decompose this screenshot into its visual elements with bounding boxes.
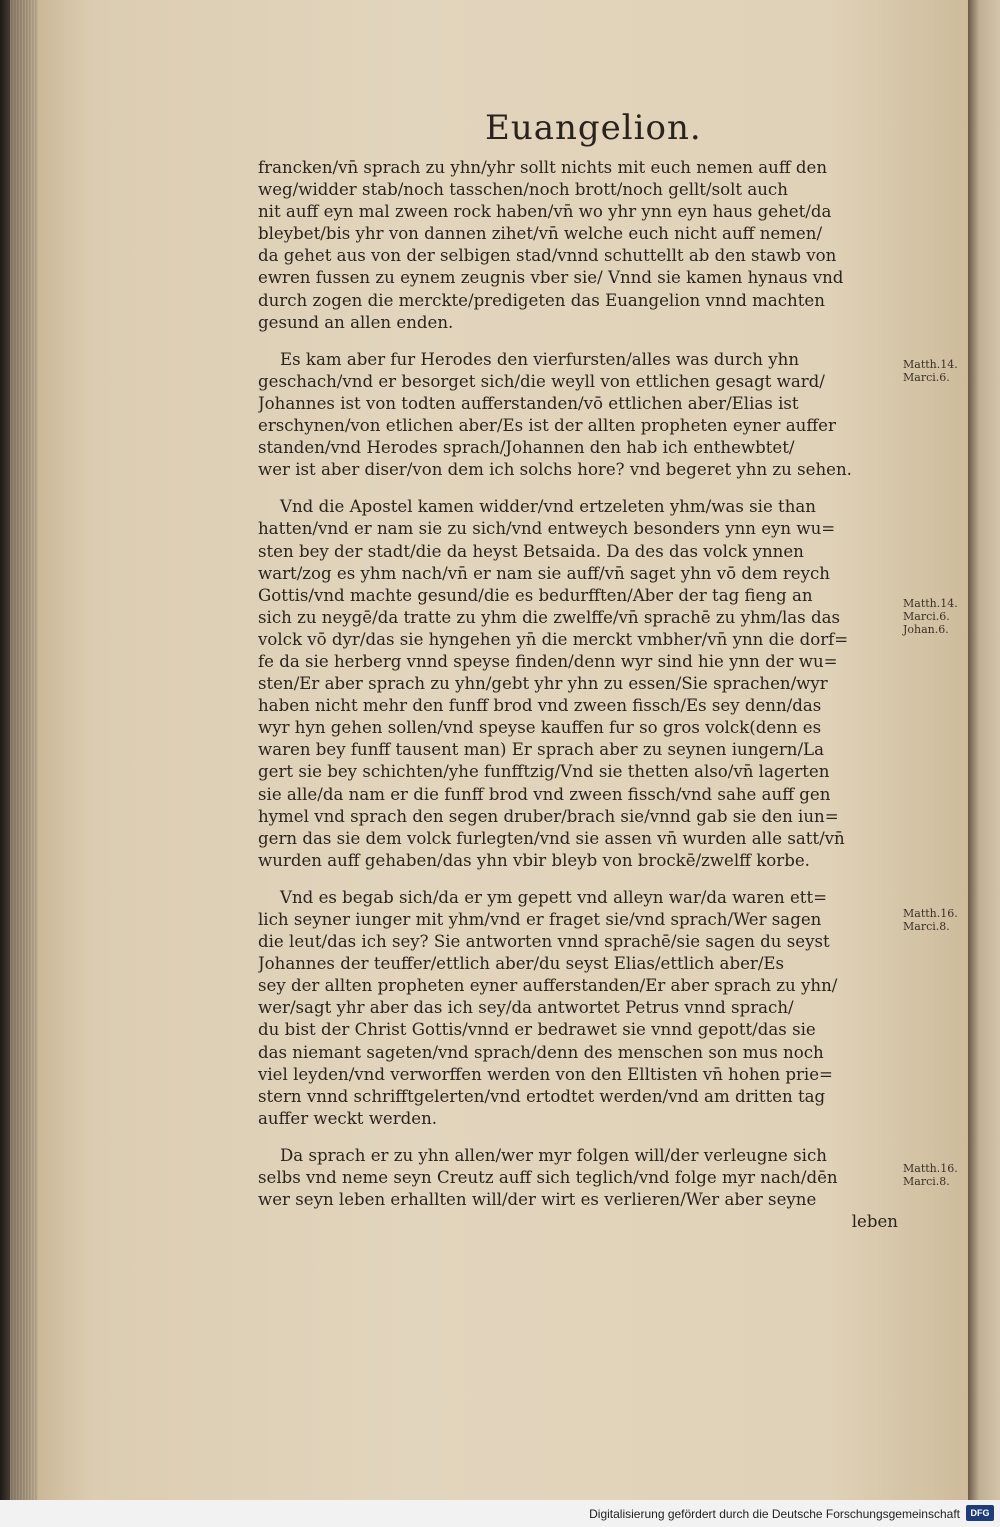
text-line: lich seyner iunger mit yhm/vnd er fraget sie/vnd sprach/Wer sagen [258,910,822,929]
text-line: auffer weckt werden. [258,1108,438,1128]
text-line: Johannes der teuffer/ettlich aber/du seyst Elias/ettlich aber/Es [258,954,785,974]
text-line: sie alle/da nam er die funff brod vnd zween fissch/vnd sahe auff gen [258,784,831,804]
text-line: gesund an allen enden. [258,312,454,332]
text-line: erschynen/von etlichen aber/Es ist der allten propheten eyner auffer [258,416,836,436]
dfg-logo: DFG [966,1505,994,1521]
text-line: geschach/vnd er besorget sich/die weyll von ettlichen gesagt ward/ [258,371,825,391]
margin-note-4 [903,1162,958,1188]
running-head: Euangelion. [485,108,702,148]
margin-ref: Marci.8. [903,920,950,933]
margin-ref: Marci.6. [903,610,950,623]
text-line: volck vō dyr/das sie hyngehen yn̄ die merckt vmbher/vn̄ ynn die dorf= [258,629,849,649]
facing-page-edge [968,0,1000,1500]
margin-ref: Marci.6. [903,371,950,384]
paragraph-5 [258,1145,898,1233]
paragraph-3 [258,496,898,872]
margin-note-1 [903,358,958,384]
catchword: leben [851,1212,898,1232]
text-line: Vnd die Apostel kamen widder/vnd ertzeleten yhm/was sie than [280,497,816,517]
text-line: hymel vnd sprach den segen druber/brach sie/vnnd gab sie den iun= [258,806,839,826]
footer-credit: Digitalisierung gefördert durch die Deutsche Forschungsgemeinschaft [589,1507,960,1521]
text-line: du bist der Christ Gottis/vnnd er bedrawet sie vnnd gepott/das sie [258,1020,816,1040]
text-line: weg/widder stab/noch tasschen/noch brott/noch gellt/solt auch [258,180,788,200]
margin-note-2 [903,597,958,636]
margin-ref: Matth.14. [903,358,958,371]
text-line: das niemant sageten/vnd sprach/denn des menschen son mus noch [258,1042,824,1062]
text-line: Es kam aber fur Herodes den vierfursten/alles was durch yhn [280,349,800,369]
text-line: gern das sie dem volck furlegten/vnd sie assen vn̄ wurden alle satt/vn̄ [258,828,845,848]
text-line: wer ist aber diser/von dem ich solchs hore? vnd begeret yhn zu sehen. [258,460,852,480]
text-line: da gehet aus von der selbigen stad/vnnd schuttellt ab den stawb von [258,246,837,266]
paragraph-1 [258,157,898,334]
text-line: standen/vnd Herodes sprach/Johannen den hab ich enthewbtet/ [258,438,795,458]
text-line: bleybet/bis yhr von dannen zihet/vn̄ welche euch nicht auff nemen/ [258,224,823,244]
margin-ref: Matth.14. [903,597,958,610]
paragraph-4 [258,887,898,1130]
body-text [258,157,898,1233]
text-line: wer seyn leben erhallten will/der wirt es verlieren/Wer aber seyne [258,1190,817,1210]
text-line: wart/zog es yhm nach/vn̄ er nam sie auff/vn̄ saget yhn vō dem reych [258,563,830,583]
text-line: hatten/vnd er nam sie zu sich/vnd entweych besonders ynn eyn wu= [258,519,836,539]
text-line: stern vnnd schrifftgelerten/vnd ertodtet werden/vnd am dritten tag [258,1086,826,1106]
margin-ref: Matth.16. [903,1162,958,1175]
page-edges [10,0,40,1500]
paragraph-2 [258,349,898,482]
text-line: ewren fussen zu eynem zeugnis vber sie/ Vnnd sie kamen hynaus vnd [258,268,844,288]
text-line: durch zogen die merckte/predigeten das Euangelion vnnd machten [258,290,825,310]
text-line: haben nicht mehr den funff brod vnd zween fissch/Es sey denn/das [258,696,822,716]
text-line: nit auff eyn mal zween rock haben/vn̄ wo yhr ynn eyn haus gehet/da [258,202,832,222]
text-line: waren bey funff tausent man) Er sprach aber zu seynen iungern/La [258,740,824,760]
text-line: die leut/das ich sey? Sie antworten vnnd sprachē/sie sagen du seyst [258,932,830,952]
text-line: wurden auff gehaben/das yhn vbir bleyb von brockē/zwelff korbe. [258,850,810,870]
text-line: sey der allten propheten eyner aufferstanden/Er aber sprach zu yhn/ [258,976,838,996]
text-line: gert sie bey schichten/yhe funfftzig/Vnd sie thetten also/vn̄ lagerten [258,762,830,782]
margin-note-3 [903,907,958,933]
text-line: Da sprach er zu yhn allen/wer myr folgen will/der verleugne sich [280,1145,827,1165]
margin-ref: Matth.16. [903,907,958,920]
text-line: sten/Er aber sprach zu yhn/gebt yhr yhn zu essen/Sie sprachen/wyr [258,674,828,694]
text-line: sich zu neygē/da tratte zu yhm die zwelffe/vn̄ sprachē zu yhm/las das [258,607,840,627]
text-line: Gottis/vnd machte gesund/die es bedurfften/Aber der tag fieng an [258,585,813,605]
margin-ref: Marci.8. [903,1175,950,1188]
text-line: francken/vn̄ sprach zu yhn/yhr sollt nichts mit euch nemen auff den [258,158,828,177]
margin-ref: Johan.6. [903,623,949,636]
text-line: viel leyden/vnd verworffen werden von den Elltisten vn̄ hohen prie= [258,1064,833,1084]
text-line: fe da sie herberg vnnd speyse finden/denn wyr sind hie ynn der wu= [258,651,838,671]
text-line: wyr hyn gehen sollen/vnd speyse kauffen fur so gros volck(denn es [258,718,822,738]
text-line: sten bey der stadt/die da heyst Betsaida. Da des das volck ynnen [258,541,804,561]
text-line: selbs vnd neme seyn Creutz auff sich teglich/vnd folge myr nach/dēn [258,1168,838,1188]
text-line: wer/sagt yhr aber das ich sey/da antwortet Petrus vnnd sprach/ [258,998,794,1018]
text-line: Johannes ist von todten aufferstanden/vō ettlichen aber/Elias ist [258,393,799,413]
text-line: Vnd es begab sich/da er ym gepett vnd alleyn war/da waren ett= [280,887,828,907]
